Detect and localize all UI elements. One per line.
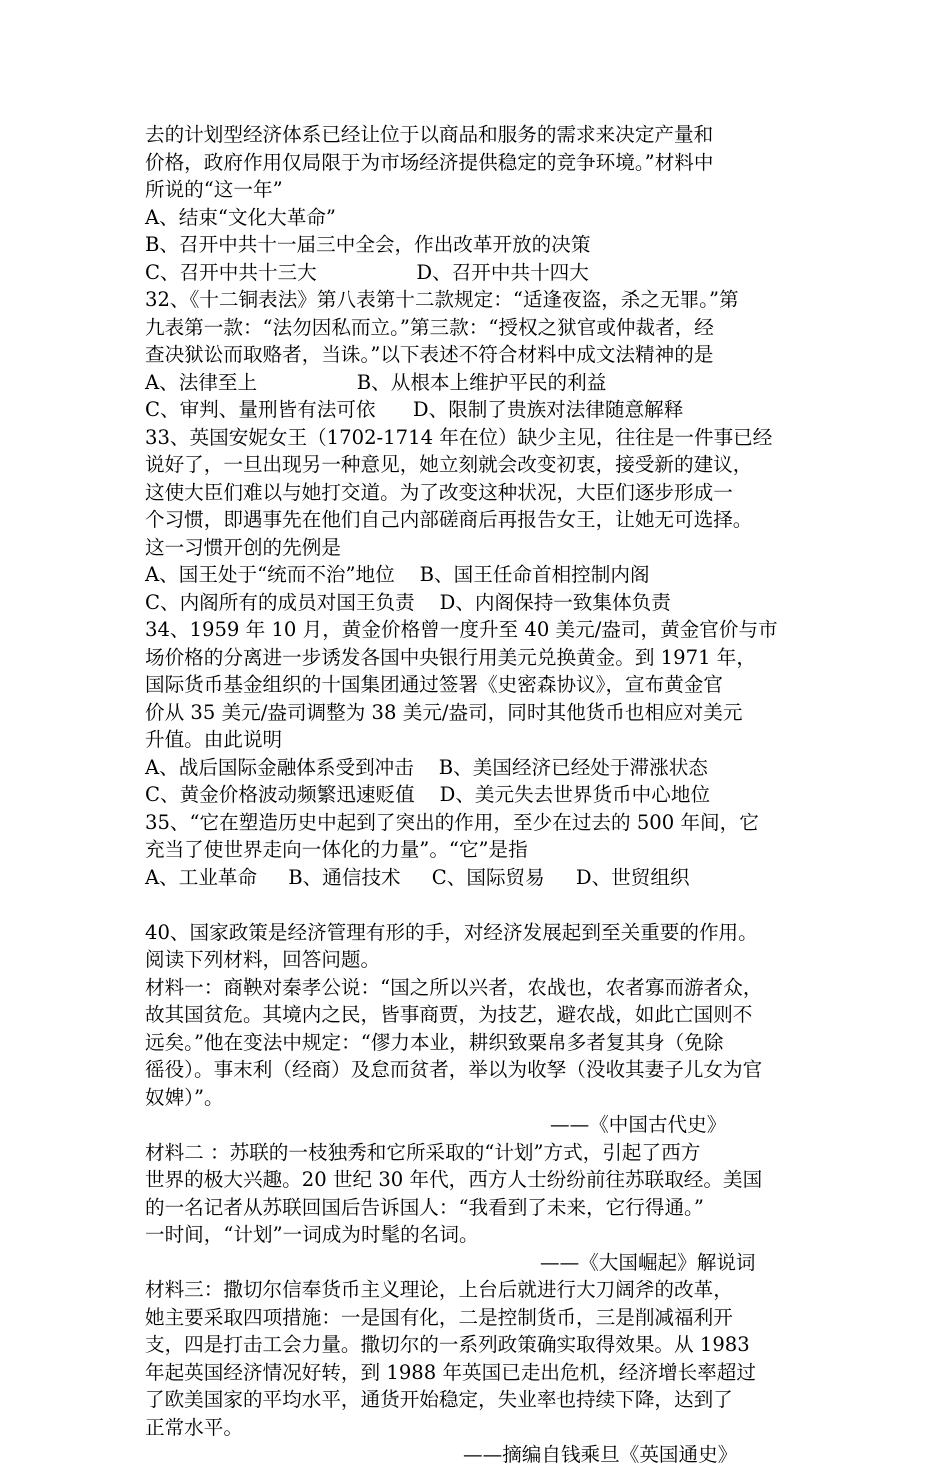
text-line: 充当了使世界走向一体化的力量”。“它”是指 [145,838,528,861]
text-line: 场价格的分离进一步诱发各国中央银行用美元兑换黄金。到 1971 年， [145,645,756,669]
source-citation-3: ——摘编自钱乘旦《英国通史》 [463,1443,738,1466]
material-2 [145,1139,825,1249]
text-line: 这一习惯开创的先例是 [145,535,341,559]
blank-line [145,891,825,919]
questions-31-35 [145,121,825,891]
text-line: 徭役）。事末利（经商）及怠而贫者，举以为收孥（没收其妻子儿女为官 [145,1058,763,1081]
text-line: 价格，政府作用仅局限于为市场经济提供稳定的竞争环境。”材料中 [145,150,714,174]
document-body [145,121,825,1469]
text-line: 升值。由此说明 [145,728,283,751]
text-line: C、审判、量刑皆有法可依 D、限制了贵族对法律随意解释 [145,398,684,421]
text-line: 价从 35 美元/盎司调整为 38 美元/盎司，同时其他货币也相应对美元 [145,700,743,724]
text-line: 查决狱讼而取赂者，当诛。”以下表述不符合材料中成文法精神的是 [145,343,714,366]
text-line: 说好了，一旦出现另一种意见，她立刻就会改变初衷，接受新的建议， [145,453,753,476]
text-line: 远矣。”他在变法中规定：“僇力本业，耕织致粟帛多者复其身（免除 [145,1030,724,1054]
text-line: A、工业革命 B、通信技术 C、国际贸易 D、世贸组织 [145,865,690,889]
text-line: 这使大臣们难以与她打交道。为了改变这种状况，大臣们逐步形成一 [145,480,733,504]
text-line: A、结束“文化大革命” [145,205,336,229]
text-line: 正常水平。 [145,1415,243,1439]
text-line: 35、“它在塑造历史中起到了突出的作用，至少在过去的 500 年间，它 [145,810,759,834]
question-40-intro-material-1 [145,919,825,1112]
text-line: 一时间，“计划”一词成为时髦的名词。 [145,1223,479,1246]
text-line: 33、英国安妮女王（1702-1714 年在位）缺少主见，往往是一件事已经 [145,425,773,449]
text-line: 了欧美国家的平均水平，通货开始稳定，失业率也持续下降，达到了 [145,1388,733,1411]
source-citation-2: ——《大国崛起》解说词 [540,1250,756,1274]
text-line: 国际货币基金组织的十国集团通过签署《史密森协议》，宣布黄金官 [145,673,724,696]
text-line: 支，四是打击工会力量。撒切尔的一系列政策确实取得效果。从 1983 [145,1333,750,1356]
text-line: 去的计划型经济体系已经让位于以商品和服务的需求来决定产量和 [145,123,714,146]
text-line: 世界的极大兴趣。20 世纪 30 年代，西方人士纷纷前往苏联取经。美国 [145,1168,763,1191]
text-line: 40、国家政策是经济管理有形的手，对经济发展起到至关重要的作用。 [145,920,758,944]
text-line: 所说的“这一年” [145,178,283,201]
text-line: 的一名记者从苏联回国后告诉国人：“我看到了未来，它行得通。” [145,1195,704,1219]
text-line: 她主要采取四项措施：一是国有化，二是控制货币，三是削减福利开 [145,1305,733,1329]
text-line: A、战后国际金融体系受到冲击 B、美国经济已经处于滞涨状态 [145,755,708,779]
text-line: C、召开中共十三大 D、召开中共十四大 [145,260,589,284]
text-line: 材料二 ：苏联的一枝独秀和它所采取的“计划”方式，引起了西方 [145,1140,701,1164]
text-line: 阅读下列材料，回答问题。 [145,948,381,971]
text-line: A、国王处于“统而不治”地位 B、国王任命首相控制内阁 [145,563,650,586]
text-line: 材料三：撒切尔信奉货币主义理论，上台后就进行大刀阔斧的改革， [145,1278,733,1301]
text-line: 材料一：商鞅对秦孝公说：“国之所以兴者，农战也，农者寡而游者众， [145,975,763,999]
text-line: A、法律至上 B、从根本上维护平民的利益 [145,370,607,394]
text-line: C、内阁所有的成员对国王负责 D、内阁保持一致集体负责 [145,590,671,614]
text-line: 年起英国经济情况好转，到 1988 年英国已走出危机，经济增长率超过 [145,1360,756,1384]
text-line: C、黄金价格波动频繁迅速贬值 D、美元失去世界货币中心地位 [145,783,711,806]
text-line: 个习惯，即遇事先在他们自己内部磋商后再报告女王，让她无可选择。 [145,508,753,531]
text-line: 32、《十二铜表法》第八表第十二款规定：“适逢夜盗，杀之无罪。”第 [145,288,739,311]
material-3 [145,1276,825,1441]
text-line: 故其国贫危。其境内之民，皆事商贾，为技艺，避农战，如此亡国则不 [145,1003,753,1026]
text-line: 奴婢）”。 [145,1085,224,1109]
source-citation-1: ——《中国古代史》 [550,1113,727,1136]
text-line: B、召开中共十一届三中全会，作出改革开放的决策 [145,233,591,256]
text-line: 34、1959 年 10 月，黄金价格曾一度升至 40 美元/盎司，黄金官价与市 [145,618,778,641]
text-line: 九表第一款：“法勿因私而立。”第三款：“授权之狱官或仲裁者，经 [145,315,714,339]
